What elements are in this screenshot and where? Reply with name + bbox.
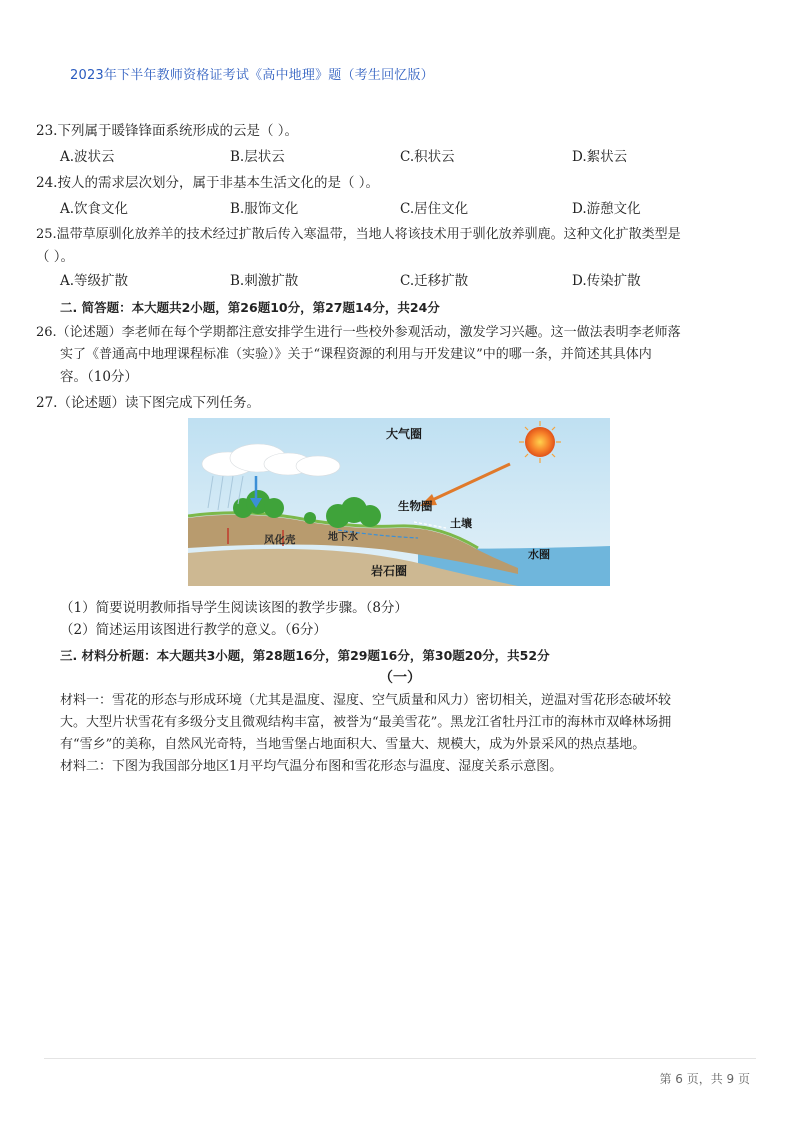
q23-options [60,146,760,168]
section2-title: 二. 简答题：本大题共2小题，第26题10分，第27题14分，共24分 [60,300,440,315]
exam-title: 2023年下半年教师资格证考试《高中地理》题（考生回忆版） [70,68,434,83]
q23-option-b: B.层状云 [230,149,285,165]
label-weathering: 风化壳 [264,534,296,546]
label-lithosphere: 岩石圈 [371,564,408,578]
q24-option-c: C.居住文化 [400,201,469,217]
q25-option-a: A.等级扩散 [60,273,129,289]
q27-stem: 27.（论述题）读下图完成下列任务。 [36,395,260,411]
q25-option-d: D.传染扩散 [572,273,641,289]
q27-task1: （1）简要说明教师指导学生阅读该图的教学步骤。（8分） [60,600,408,616]
q23-option-d: D.絮状云 [572,149,628,165]
material1-line3: 有“雪乡”的美称，自然风光奇特，当地雪堡占地面积大、雪量大、规模大，成为外景采风的热点基地。 [60,737,646,752]
footer-divider [44,1058,756,1059]
earth-spheres-diagram [188,418,610,586]
section3-title: 三. 材料分析题：本大题共3小题，第28题16分，第29题16分，第30题20分，共52分 [60,648,550,663]
material1-line1: 材料一：雪花的形态与形成环境（尤其是温度、湿度、空气质量和风力）密切相关，逆温对雪花形态破坏较 [60,693,672,708]
q26-line2: 实了《普通高中地理课程标准（实验）》关于“课程资源的利用与开发建议”中的哪一条，并简述其具体内 [60,347,652,362]
q24-option-a: A.饮食文化 [60,201,129,217]
q24-option-b: B.服饰文化 [230,201,299,217]
q23-stem: 23.下列属于暖锋锋面系统形成的云是（ ）。 [36,123,299,139]
q24-stem: 24.按人的需求层次划分，属于非基本生活文化的是（ ）。 [36,175,380,191]
material2-line1: 材料二：下图为我国部分地区1月平均气温分布图和雪花形态与温度、湿度关系示意图。 [60,759,563,774]
label-hydrosphere: 水圈 [528,548,550,561]
q25-option-c: C.迁移扩散 [400,273,469,289]
q25-option-b: B.刺激扩散 [230,273,299,289]
q23-option-a: A.波状云 [60,149,115,165]
section3-subtitle: （一） [379,670,421,686]
q24-option-d: D.游憩文化 [572,201,641,217]
q25-options [60,270,760,292]
q24-options [60,198,760,220]
page-number: 第 6 页，共 9 页 [659,1072,750,1086]
q23-option-c: C.积状云 [400,149,455,165]
label-biosphere: 生物圈 [398,499,433,513]
label-groundwater: 地下水 [328,532,358,543]
q25-stem-line2: （ ）。 [36,249,75,265]
sun-icon [525,427,555,457]
q27-task2: （2）简述运用该图进行教学的意义。（6分） [60,622,327,638]
label-atmosphere: 大气圈 [386,427,423,441]
q25-stem-line1: 25.温带草原驯化放养羊的技术经过扩散后传入寒温带，当地人将该技术用于驯化放养驯鹿。这种文化扩散类型是 [36,227,681,242]
q26-line1: 26.（论述题）李老师在每个学期都注意安排学生进行一些校外参观活动，激发学习兴趣。这一做法表明李老师落 [36,325,681,340]
material1-line2: 大。大型片状雪花有多级分支且微观结构丰富，被誉为“最美雪花”。黑龙江省牡丹江市的海林市双峰林场拥 [60,715,672,730]
label-soil: 土壤 [450,517,472,530]
q26-line3: 容。（10分） [60,369,138,385]
